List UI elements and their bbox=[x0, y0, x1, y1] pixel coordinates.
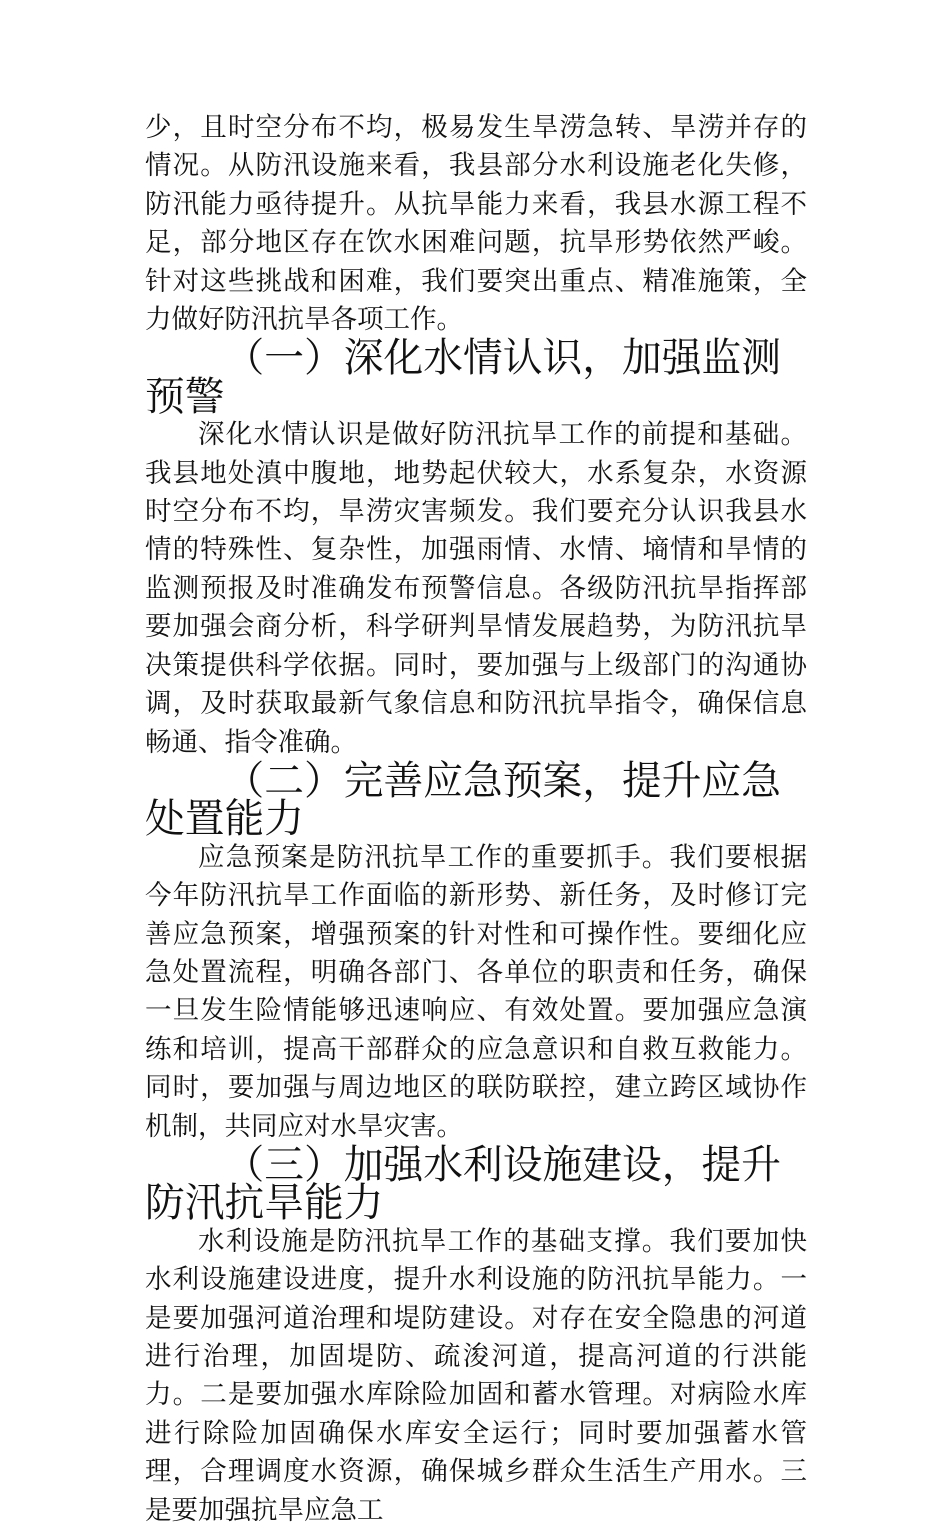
paragraph-2: 深化水情认识是做好防汛抗旱工作的前提和基础。我县地处滇中腹地，地势起伏较大，水系复杂，水资源时空分布不均，旱涝灾害频发。我们要充分认识我县水情的特殊性、复杂性，加强雨情、水情、墒情和旱情的监测预报及时准确发布预警信息。各级防汛抗旱指挥部要加强会商分析，科学研判旱情发展趋势，为防汛抗旱决策提供科学依据。同时，要加强与上级部门的沟通协调，及时获取最新气象信息和防汛抗旱指令，确保信息畅通、指令准确。 bbox=[145, 419, 807, 758]
document-body bbox=[145, 109, 807, 1530]
section-heading-3: （三）加强水利设施建设，提升防汛抗旱能力 bbox=[145, 1141, 782, 1227]
paragraph-1: 少，且时空分布不均，极易发生旱涝急转、旱涝并存的情况。从防汛设施来看，我县部分水利设施老化失修，防汛能力亟待提升。从抗旱能力来看，我县水源工程不足，部分地区存在饮水困难问题，抗旱形势依然严峻。针对这些挑战和困难，我们要突出重点、精准施策，全力做好防汛抗旱各项工作。 bbox=[145, 112, 807, 336]
paragraph-4: 水利设施是防汛抗旱工作的基础支撑。我们要加快水利设施建设进度，提升水利设施的防汛抗旱能力。一是要加强河道治理和堤防建设。对存在安全隐患的河道进行治理，加固堤防、疏浚河道，提高河道的行洪能力。二是要加强水库除险加固和蓄水管理。对病险水库进行除险加固确保水库安全运行；同时要加强蓄水管理，合理调度水资源，确保城乡群众生活生产用水。三是要加强抗旱应急工 bbox=[145, 1225, 807, 1526]
paragraph-3: 应急预案是防汛抗旱工作的重要抓手。我们要根据今年防汛抗旱工作面临的新形势、新任务，及时修订完善应急预案，增强预案的针对性和可操作性。要细化应急处置流程，明确各部门、各单位的职责和任务，确保一旦发生险情能够迅速响应、有效处置。要加强应急演练和培训，提高干部群众的应急意识和自救互救能力。同时，要加强与周边地区的联防联控，建立跨区域协作机制，共同应对水旱灾害。 bbox=[145, 841, 807, 1142]
section-heading-2: （二）完善应急预案，提升应急处置能力 bbox=[145, 757, 782, 843]
section-heading-1: （一）深化水情认识，加强监测预警 bbox=[145, 335, 782, 420]
